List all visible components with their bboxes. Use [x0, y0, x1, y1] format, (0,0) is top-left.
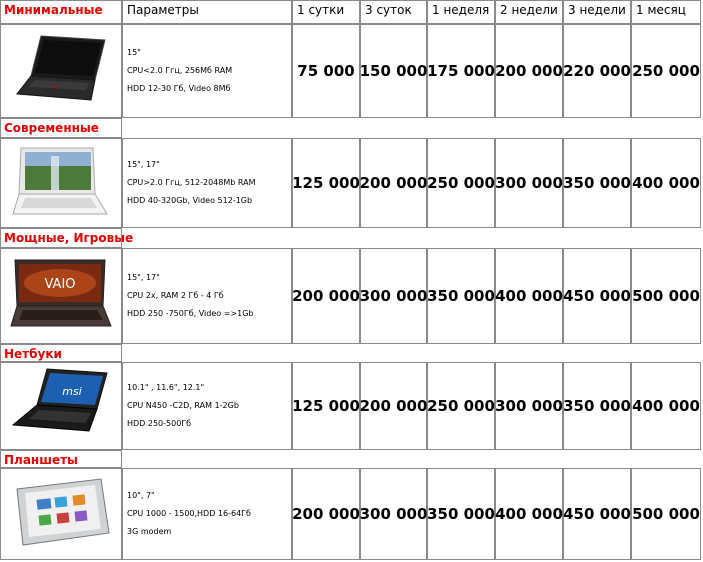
param-line: 15" — [127, 48, 141, 57]
header-params: Параметры — [122, 0, 292, 24]
params-cell — [122, 468, 292, 560]
price-3-weeks: 450 000 — [563, 248, 631, 344]
price-1-month: 400 000 — [631, 362, 701, 450]
param-line: HDD 40-320Gb, Video 512-1Gb — [127, 196, 253, 205]
category-label: Нетбуки — [0, 344, 122, 362]
header-1-day: 1 сутки — [292, 0, 360, 24]
header-1-month: 1 месяц — [631, 0, 701, 24]
price-1-day: 200 000 — [292, 468, 360, 560]
category-label: Планшеты — [0, 450, 122, 468]
tablet-icon — [9, 475, 113, 553]
params-cell — [122, 248, 292, 344]
param-line: CPU>2.0 Ггц, 512-2048Mb RAM — [127, 178, 256, 187]
price-2-weeks: 400 000 — [495, 468, 563, 560]
price-1-day: 125 000 — [292, 138, 360, 228]
price-1-month: 500 000 — [631, 468, 701, 560]
price-1-week: 350 000 — [427, 248, 495, 344]
param-line: HDD 250-500Гб — [127, 419, 192, 428]
white-laptop-image — [0, 138, 122, 228]
params-cell — [122, 24, 292, 118]
category-label: Минимальные — [0, 0, 122, 24]
vaio-laptop-image — [0, 248, 122, 344]
price-3-weeks: 350 000 — [563, 362, 631, 450]
laptop-icon — [11, 142, 111, 224]
price-3-days: 150 000 — [360, 24, 427, 118]
category-label: Современные — [0, 118, 122, 138]
price-2-weeks: 400 000 — [495, 248, 563, 344]
price-1-month: 500 000 — [631, 248, 701, 344]
param-line: CPU 1000 - 1500,HDD 16-64Гб — [127, 509, 251, 518]
header-1-week: 1 неделя — [427, 0, 495, 24]
price-1-week: 250 000 — [427, 362, 495, 450]
laptop-icon — [11, 30, 111, 112]
price-2-weeks: 200 000 — [495, 24, 563, 118]
param-line: 15", 17" — [127, 273, 160, 282]
header-3-weeks: 3 недели — [563, 0, 631, 24]
price-1-day: 125 000 — [292, 362, 360, 450]
params-cell — [122, 138, 292, 228]
price-2-weeks: 300 000 — [495, 138, 563, 228]
msi-netbook-image — [0, 362, 122, 450]
price-1-week: 350 000 — [427, 468, 495, 560]
params-cell — [122, 362, 292, 450]
header-3-days: 3 суток — [360, 0, 427, 24]
price-3-weeks: 220 000 — [563, 24, 631, 118]
param-line: HDD 12-30 Гб, Video 8Мб — [127, 84, 231, 93]
tablet-image — [0, 468, 122, 560]
price-1-day: 75 000 — [292, 24, 360, 118]
price-3-days: 200 000 — [360, 138, 427, 228]
param-line: 10.1" , 11.6", 12.1" — [127, 383, 205, 392]
param-line: 15", 17" — [127, 160, 160, 169]
laptop-icon — [9, 365, 113, 447]
price-3-days: 300 000 — [360, 248, 427, 344]
svg-text:VAIO: VAIO — [44, 277, 76, 292]
price-3-days: 200 000 — [360, 362, 427, 450]
svg-text:msi: msi — [62, 385, 82, 398]
price-1-week: 175 000 — [427, 24, 495, 118]
black-laptop-image — [0, 24, 122, 118]
price-1-day: 200 000 — [292, 248, 360, 344]
laptop-icon — [9, 254, 113, 338]
price-3-weeks: 350 000 — [563, 138, 631, 228]
price-1-month: 250 000 — [631, 24, 701, 118]
param-line: CPU N450 -C2D, RAM 1-2Gb — [127, 401, 239, 410]
category-label: Мощные, Игровые — [0, 228, 122, 248]
param-line: HDD 250 -750Гб, Video =>1Gb — [127, 309, 254, 318]
price-3-days: 300 000 — [360, 468, 427, 560]
price-2-weeks: 300 000 — [495, 362, 563, 450]
param-line: 10", 7" — [127, 491, 155, 500]
price-1-week: 250 000 — [427, 138, 495, 228]
param-line: CPU 2x, RAM 2 Гб - 4 Гб — [127, 291, 224, 300]
price-3-weeks: 450 000 — [563, 468, 631, 560]
header-2-weeks: 2 недели — [495, 0, 563, 24]
param-line: 3G modem — [127, 527, 172, 536]
price-1-month: 400 000 — [631, 138, 701, 228]
param-line: CPU<2.0 Ггц, 256Мб RAM — [127, 66, 233, 75]
